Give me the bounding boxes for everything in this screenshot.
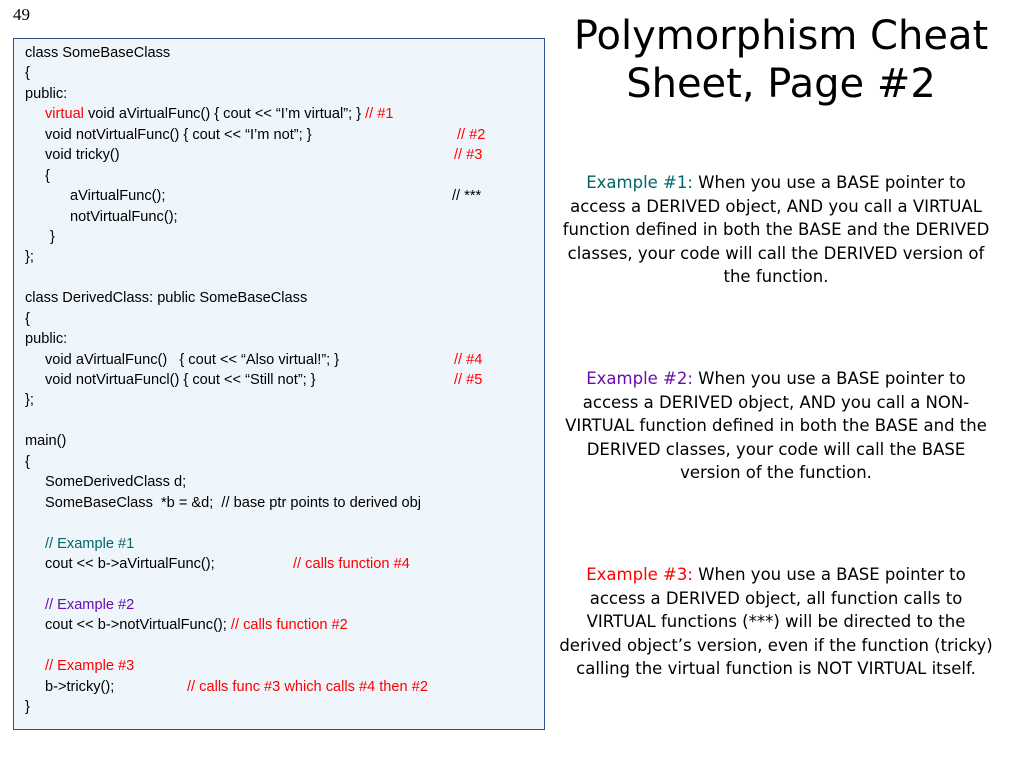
code-listing-box xyxy=(13,38,545,730)
example-3-description xyxy=(556,563,996,681)
code-text: void aVirtualFunc() { cout << “I’m virtual”; } xyxy=(83,106,366,123)
title-line-1: Polymorphism Cheat xyxy=(573,13,989,59)
code-line-blank xyxy=(25,411,544,431)
code-line: public: xyxy=(25,85,68,102)
code-line xyxy=(25,554,544,574)
code-line: class SomeBaseClass xyxy=(25,45,171,61)
code-line: { xyxy=(45,167,50,184)
example-3-text: When you use a BASE pointer to access a DERIVED object, all function calls to VIRTUAL functions (***) will be directed to the derived object’s version, even if the function (tricky) calling the virtual function is NOT VIRTUAL itself. xyxy=(559,565,993,678)
code-comment: // #4 xyxy=(454,351,483,368)
page-title xyxy=(548,12,1014,108)
code-text: cout << b->notVirtualFunc(); xyxy=(45,617,231,634)
example-1-label: Example #1: xyxy=(586,173,693,192)
example-3-label: Example #3: xyxy=(586,565,693,584)
code-comment: // #5 xyxy=(454,372,483,388)
example-1-description xyxy=(556,171,996,289)
code-line xyxy=(25,656,544,676)
code-comment: // #3 xyxy=(454,147,483,164)
code-comment: // Example #2 xyxy=(45,596,135,613)
code-text: void notVirtuaFuncl() { cout << “Still not”; } xyxy=(45,372,316,388)
code-line-blank xyxy=(25,574,544,594)
example-1-text: When you use a BASE pointer to access a DERIVED object, AND you call a VIRTUAL function defined in both the BASE and the DERIVED classes, your code will call the DERIVED version of the function. xyxy=(562,173,990,286)
code-comment: // calls func #3 which calls #4 then #2 xyxy=(187,678,428,695)
example-2-label: Example #2: xyxy=(586,369,693,388)
code-comment: // #2 xyxy=(457,126,486,143)
code-line xyxy=(25,186,544,206)
virtual-keyword: virtual xyxy=(45,106,84,123)
code-comment: // calls function #4 xyxy=(293,555,410,572)
code-text: void tricky() xyxy=(45,147,120,164)
code-comment: // Example #1 xyxy=(45,535,135,552)
code-line xyxy=(25,125,544,145)
code-line: { xyxy=(25,453,30,470)
code-line: } xyxy=(50,228,55,245)
code-comment: // calls function #2 xyxy=(230,617,348,634)
code-line xyxy=(25,534,544,554)
code-line: SomeDerivedClass d; xyxy=(45,474,187,491)
code-line: main() xyxy=(25,433,67,450)
code-line-blank xyxy=(25,268,544,288)
code-line xyxy=(25,145,544,165)
code-text: b->tricky(); xyxy=(45,678,115,695)
code-text: cout << b->aVirtualFunc(); xyxy=(45,555,215,572)
code-line xyxy=(25,350,544,370)
code-line xyxy=(25,370,544,390)
slide-number: 49 xyxy=(13,5,30,24)
code-line-blank xyxy=(25,636,544,656)
code-line: SomeBaseClass *b = &d; // base ptr points to derived obj xyxy=(45,494,421,511)
example-2-text: When you use a BASE pointer to access a DERIVED object, AND you call a NON-VIRTUAL function defined in both the BASE and the DERIVED classes, your code will call the BASE version of the function. xyxy=(565,369,987,482)
code-line: class DerivedClass: public SomeBaseClass xyxy=(25,290,308,307)
code-line: }; xyxy=(25,249,34,266)
code-comment: // *** xyxy=(452,188,482,205)
code-text: void aVirtualFunc() { cout << “Also virtual!”; } xyxy=(45,351,340,368)
code-line: public: xyxy=(25,331,68,348)
code-line xyxy=(25,104,544,124)
code-line: } xyxy=(25,699,30,715)
code-text: aVirtualFunc(); xyxy=(70,188,166,205)
code-line xyxy=(25,615,544,635)
code-line: { xyxy=(25,310,30,327)
code-text: void notVirtualFunc() { cout << “I’m not”; } xyxy=(45,126,312,143)
code-line: }; xyxy=(25,392,34,409)
code-line: notVirtualFunc(); xyxy=(70,208,178,225)
code-comment: // #1 xyxy=(365,106,394,123)
code-comment: // Example #3 xyxy=(45,658,135,675)
code-line-blank xyxy=(25,513,544,533)
code-line xyxy=(25,595,544,615)
code-line xyxy=(25,677,544,697)
example-2-description xyxy=(556,367,996,485)
code-line: { xyxy=(25,65,30,82)
title-line-2: Sheet, Page #2 xyxy=(626,61,936,107)
